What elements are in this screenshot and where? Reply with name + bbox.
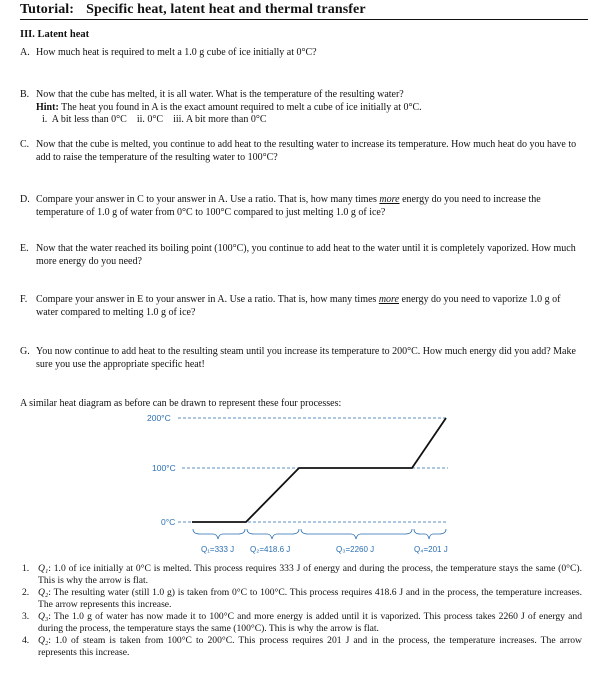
label-q4: Q₄=201 J	[414, 545, 448, 554]
question-text-part: energy do you need to vaporize 1.0 g of water compared to melting 1.0 g of ice?	[36, 294, 561, 318]
question-letter: A.	[20, 47, 30, 58]
tick-0: 0°C	[161, 517, 176, 527]
label-q3: Q₃=2260 J	[336, 545, 375, 554]
heating-curve	[192, 418, 446, 522]
page-title	[20, 2, 588, 20]
brace-q2	[247, 529, 299, 539]
question-e	[20, 243, 582, 268]
question-b	[20, 89, 582, 127]
question-text-part: Compare your answer in C to your answer in A. Use a ratio. That is, how many times	[36, 194, 380, 205]
tick-100: 100°C	[152, 463, 176, 473]
tick-200: 200°C	[147, 413, 171, 423]
list-item	[20, 563, 582, 587]
question-text: You now continue to add heat to the resulting steam until you increase its temperature to 200°C. How much energy did you add? Make sure you use the appropriate specific heat!	[36, 346, 576, 370]
question-letter: C.	[20, 139, 30, 150]
item-text: : The resulting water (still 1.0 g) is taken from 0°C to 100°C. This process requires 418.6 J and in the process, the temperature increases. The arrow represents this increase.	[38, 587, 582, 610]
question-text: How much heat is required to melt a 1.0 g cube of ice initially at 0°C?	[36, 47, 317, 58]
brace-q1	[193, 529, 245, 539]
item-number: 4.	[22, 635, 30, 647]
question-letter: F.	[20, 294, 28, 305]
question-letter: G.	[20, 346, 30, 357]
hint-text: The heat you found in A is the exact amount required to melt a cube of ice initially at 0°C.	[61, 101, 422, 113]
hint-label: Hint:	[36, 101, 59, 113]
process-notes	[20, 563, 582, 659]
label-q1: Q₁=333 J	[201, 545, 235, 554]
q-symbol: Q₁	[38, 563, 49, 574]
question-a	[20, 47, 582, 60]
q-symbol: Q₂	[38, 635, 49, 647]
item-number: 1.	[22, 563, 30, 574]
question-text-part: Compare your answer in E to your answer in A. Use a ratio. That is, how many times	[36, 294, 379, 305]
list-item	[20, 635, 582, 659]
question-letter: B.	[20, 89, 30, 100]
question-text: Now that the cube has melted, it is all water. What is the temperature of the resulting water?	[36, 89, 404, 100]
question-text	[36, 294, 582, 319]
heat-diagram	[0, 405, 608, 563]
diagram-intro: A similar heat diagram as before can be drawn to represent these four processes:	[20, 398, 342, 409]
item-text: : The 1.0 g of water has now made it to 100°C and more energy is added until it is vaporized. This process takes 2260 J of energy and during the process, the temperature stays the same (100°C). This is why the arrow is flat.	[38, 611, 582, 634]
question-text: Now that the water reached its boiling point (100°C), you continue to add heat to the water until it is completely vaporized. How much more energy do you need?	[36, 243, 576, 267]
list-item	[20, 611, 582, 635]
brace-q3	[301, 529, 412, 539]
emphasis: more	[379, 194, 400, 205]
list-item	[20, 587, 582, 611]
question-letter: D.	[20, 194, 30, 205]
question-c	[20, 139, 582, 164]
question-text	[36, 194, 582, 219]
hint	[36, 102, 582, 115]
answer-options: i. A bit less than 0°C ii. 0°C iii. A bit more than 0°C	[42, 114, 267, 125]
section-heading: III. Latent heat	[20, 29, 90, 40]
label-q2: Q₂=418.6 J	[250, 545, 291, 554]
question-d	[20, 194, 582, 219]
question-letter: E.	[20, 243, 29, 254]
q-symbol: Q₂	[38, 587, 49, 599]
item-text: : 1.0 of steam is taken from 100°C to 200°C. This process requires 201 J and in the process, the temperature increases. The arrow represents this increase.	[38, 635, 582, 659]
title-label: Tutorial:	[20, 2, 75, 17]
q-symbol: Q₃	[38, 611, 49, 623]
emphasis: more	[378, 294, 399, 305]
question-text: Now that the cube is melted, you continue to add heat to the resulting water to increase its temperature. How much heat do you have to add to raise the temperature of the resulting water to 100°C?	[36, 139, 577, 163]
brace-q4	[414, 529, 446, 539]
question-f	[20, 294, 582, 319]
item-number: 2.	[22, 587, 30, 599]
title-topic: Specific heat, latent heat and thermal transfer	[86, 2, 366, 17]
question-g	[20, 346, 582, 371]
item-text: : 1.0 of ice initially at 0°C is melted. This process requires 333 J of energy and during the process, the temperature stays the same (0°C). This is why the arrow is flat.	[38, 563, 582, 586]
question-text-part: energy do you need to increase the temperature of 1.0 g of water from 0°C to 100°C compared to just melting 1.0 g of ice?	[36, 194, 541, 218]
item-number: 3.	[22, 611, 30, 623]
